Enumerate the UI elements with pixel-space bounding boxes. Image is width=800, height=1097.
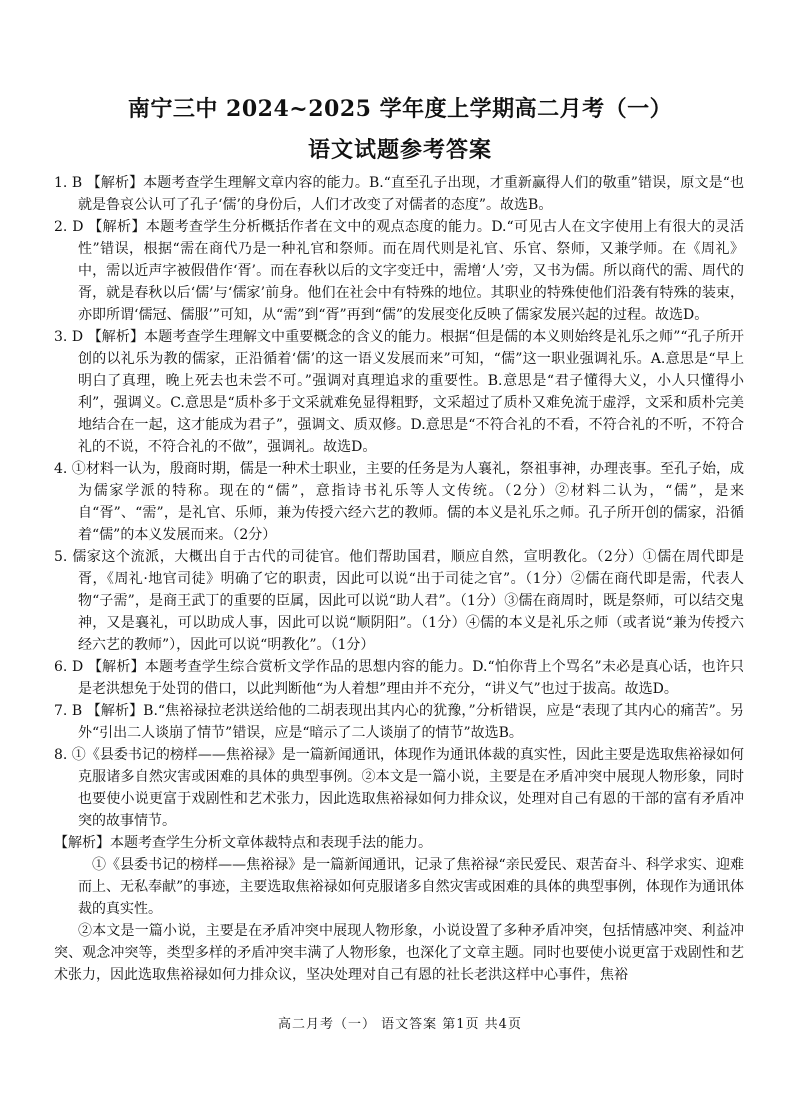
answer-item-5: 5. 儒家这个流派，大概出自于古代的司徒官。他们帮助国君，顺应自然，宣明教化。（2分）①儒在周代即是胥，《周礼·地官司徒》明确了它的职责，因此可以说“出于司徒之官”。（1分）②儒在商代即是需，代表人物“子需”，是商王武丁的重要的臣属，因此可以说“助人君”。（1分）③儒在商周时，既是祭师，可以结交鬼神，又是襄礼，可以助成人事，因此可以说“顺阴阳”。（1分）④儒的本义是礼乐之师（或者说“兼为传授六经六艺的教师”），因此可以说“明教化”。（1分） bbox=[54, 549, 744, 653]
answer-item-7: 7. B 【解析】B.“焦裕禄拉老洪送给他的二胡表现出其内心的犹豫，”分析错误，应是“表现了其内心的痛苦”。另外“引出二人谈崩了情节”错误，应是“暗示了二人谈崩了的情节”故选B。 bbox=[54, 703, 744, 741]
answer-content bbox=[54, 172, 744, 986]
analysis-heading: 【解析】本题考查学生分析文章体裁特点和表现手法的能力。 bbox=[54, 835, 432, 851]
page-title: 南宁三中 2024~2025 学年度上学期高二月考（一） bbox=[127, 96, 673, 122]
analysis-point-2: ②本文是一篇小说，主要是在矛盾冲突中展现人物形象，小说设置了多种矛盾冲突，包括情感冲突、利益冲突、观念冲突等，类型多样的矛盾冲突丰满了人物形象，也深化了文章主题。同时也要使小说更富于戏剧性和艺术张力，因此选取焦裕禄如何力排众议，坚决处理对自己有恩的社长老洪这样中心事件，焦裕 bbox=[54, 923, 744, 983]
page-subtitle: 语文试题参考答案 bbox=[307, 137, 492, 163]
answer-item-8: 8. ①《县委书记的榜样——焦裕禄》是一篇新闻通讯，体现作为通讯体裁的真实性，因此主要是选取焦裕禄如何克服诸多自然灾害或困难的具体的典型事例。②本文是一篇小说，主要是在矛盾冲突中展现人物形象，同时也要使小说更富于戏剧性和艺术张力，因此选取焦裕禄如何力排众议，处理对自己有恩的干部的富有矛盾冲突的故事情节。 bbox=[54, 747, 744, 829]
analysis-point-1: ①《县委书记的榜样——焦裕禄》是一篇新闻通讯，记录了焦裕禄“亲民爱民、艰苦奋斗、科学求实、迎难而上、无私奉献”的事迹，主要选取焦裕禄如何克服诸多自然灾害或困难的具体的典型事例，体现作为通讯体裁的真实性。 bbox=[78, 857, 744, 917]
answer-item-2: 2. D 【解析】本题考查学生分析概括作者在文中的观点态度的能力。D.“可见古人在文字使用上有很大的灵活性”错误，根据“需在商代乃是一种礼官和祭师。而在周代则是礼官、乐官、祭师，又兼学师。在《周礼》中，需以近声字被假借作‘胥’。而在春秋以后的文字变迁中，需增‘人’旁，又书为儒。所以商代的需、周代的胥，就是春秋以后‘儒’与‘儒家’前身。他们在社会中有特殊的地位。其职业的特殊使他们沿袭有特殊的装束，亦即所谓‘儒冠、儒服’”可知，从“需”到“胥”再到“儒”的发展变化反映了儒家发展兴起的过程。故选D。 bbox=[54, 219, 744, 323]
page-footer: 高二月考（一） 语文答案 第1页 共4页 bbox=[278, 1017, 522, 1032]
answer-item-3: 3. D 【解析】本题考查学生理解文中重要概念的含义的能力。根据“但是儒的本义则始终是礼乐之师”“孔子所开创的以礼乐为教的儒家，正沿循着‘儒’的这一语义发展而来”可知，“儒”这一职业强调礼乐。A.意思是“早上明白了真理，晚上死去也未尝不可。”强调对真理追求的重要性。B.意思是“君子懂得大义，小人只懂得小利”，强调义。C.意思是“质朴多于文采就难免显得粗野，文采超过了质朴又难免流于虚浮，文采和质朴完美地结合在一起，这才能成为君子”，强调文、质双修。D.意思是“不符合礼的不看，不符合礼的不听，不符合礼的不说，不符合礼的不做”，强调礼。故选D。 bbox=[54, 329, 744, 455]
answer-item-6: 6. D 【解析】本题考查学生综合赏析文学作品的思想内容的能力。D.“怕你背上个骂名”未必是真心话，也许只是老洪想免于处罚的借口，以此判断他“为人着想”理由并不充分，“讲义气”也过于拔高。故选D。 bbox=[54, 659, 744, 697]
answer-item-1: 1. B 【解析】本题考查学生理解文章内容的能力。B.“直至孔子出现，才重新赢得人们的敬重”错误，原文是“也就是鲁哀公认可了孔子‘儒’的身份后，人们才改变了对儒者的态度”。故选B。 bbox=[54, 175, 744, 213]
answer-item-4: 4. ①材料一认为，殷商时期，儒是一种术士职业，主要的任务是为人襄礼，祭祖事神，办理丧事。至孔子始，成为儒家学派的特称。现在的“儒”，意指诗书礼乐等人文传统。（2分）②材料二认为，“儒”，是来自“胥”、“需”，是礼官、乐师，兼为传授六经六艺的教师。儒的本义是礼乐之师。孔子所开创的儒家，沿循着“儒”的本义发展而来。（2分） bbox=[54, 461, 744, 543]
